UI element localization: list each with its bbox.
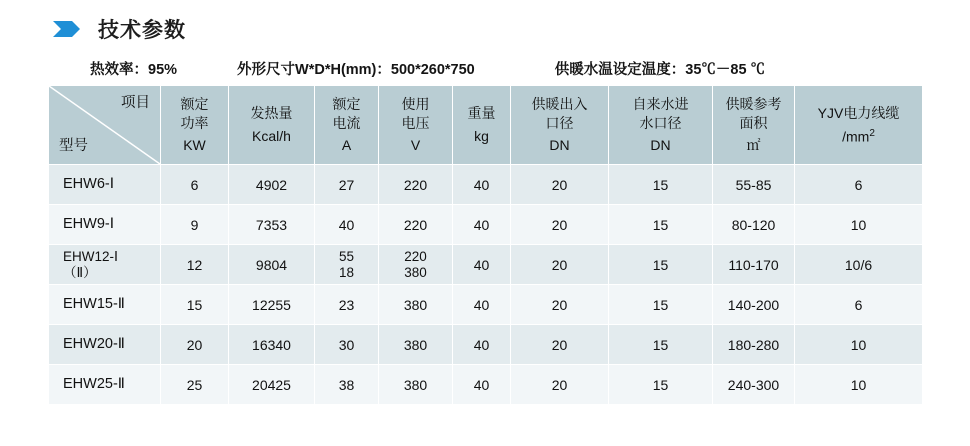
cell-voltage: 220 <box>379 205 453 245</box>
cell-model: EHW9-Ⅰ <box>49 205 161 245</box>
table-row <box>49 165 923 205</box>
header-cell-cable: YJV电力线缆 $/mm^2$ <box>795 86 923 165</box>
cell-heat: 9804 <box>229 245 315 285</box>
table-body <box>49 165 923 405</box>
header-cell-heating-dn: 供暖出入 口径 DN <box>511 86 609 165</box>
table-row <box>49 325 923 365</box>
cell-current: 27 <box>315 165 379 205</box>
cell-heating-dn: 20 <box>511 165 609 205</box>
cell-heat: 20425 <box>229 365 315 405</box>
header-cell-heat: 发热量 Kcal/h <box>229 86 315 165</box>
page-title <box>52 14 186 44</box>
cell-cable: 10 <box>795 205 923 245</box>
cell-voltage: 220 380 <box>379 245 453 285</box>
cell-current: 30 <box>315 325 379 365</box>
cell-weight: 40 <box>453 285 511 325</box>
cell-power: 15 <box>161 285 229 325</box>
cell-heat: 7353 <box>229 205 315 245</box>
arrow-bullet-icon <box>52 18 86 40</box>
cell-water-dn: 15 <box>609 365 713 405</box>
header-model-label: 型号 <box>59 138 88 155</box>
cell-model: EHW20-Ⅱ <box>49 325 161 365</box>
header-cell-power: 额定 功率 KW <box>161 86 229 165</box>
cell-model: EHW6-Ⅰ <box>49 165 161 205</box>
water-temp-label: 供暖水温设定温度：35℃－85 ℃ <box>554 61 766 78</box>
cell-area: 55-85 <box>713 165 795 205</box>
header-cell-area: 供暖参考 面积 ㎡ <box>713 86 795 165</box>
cell-heat: 16340 <box>229 325 315 365</box>
table-row <box>49 245 923 285</box>
cell-cable: 6 <box>795 285 923 325</box>
cell-current: 55 18 <box>315 245 379 285</box>
cell-heating-dn: 20 <box>511 245 609 285</box>
cell-heating-dn: 20 <box>511 325 609 365</box>
cell-heating-dn: 20 <box>511 205 609 245</box>
cell-power: 25 <box>161 365 229 405</box>
table-row <box>49 205 923 245</box>
cell-heat: 4902 <box>229 165 315 205</box>
cell-cable: 6 <box>795 165 923 205</box>
dimensions-label: 外形尺寸W*D*H(mm)：500*260*750 <box>237 61 475 78</box>
cell-heat: 12255 <box>229 285 315 325</box>
cell-voltage: 380 <box>379 325 453 365</box>
cell-area: 240-300 <box>713 365 795 405</box>
subtitle-row <box>0 55 970 81</box>
cell-model: EHW12-Ⅰ （Ⅱ） <box>49 245 161 285</box>
cell-model: EHW15-Ⅱ <box>49 285 161 325</box>
cell-water-dn: 15 <box>609 205 713 245</box>
cell-voltage: 220 <box>379 165 453 205</box>
cell-heating-dn: 20 <box>511 285 609 325</box>
cell-area: 180-280 <box>713 325 795 365</box>
table-header <box>49 86 923 165</box>
cell-area: 110-170 <box>713 245 795 285</box>
cell-voltage: 380 <box>379 285 453 325</box>
header-row <box>49 86 923 165</box>
table-row <box>49 285 923 325</box>
cell-model: EHW25-Ⅱ <box>49 365 161 405</box>
cell-water-dn: 15 <box>609 285 713 325</box>
cell-current: 40 <box>315 205 379 245</box>
cell-area: 80-120 <box>713 205 795 245</box>
cell-water-dn: 15 <box>609 165 713 205</box>
cell-weight: 40 <box>453 245 511 285</box>
cell-area: 140-200 <box>713 285 795 325</box>
spec-table <box>48 85 923 405</box>
header-cell-water-dn: 自来水进 水口径 DN <box>609 86 713 165</box>
efficiency-label: 热效率：95% <box>90 61 178 78</box>
cell-weight: 40 <box>453 165 511 205</box>
cell-power: 12 <box>161 245 229 285</box>
cell-heating-dn: 20 <box>511 365 609 405</box>
table-row <box>49 365 923 405</box>
cell-power: 6 <box>161 165 229 205</box>
cell-weight: 40 <box>453 325 511 365</box>
cell-water-dn: 15 <box>609 325 713 365</box>
header-project-label: 项目 <box>121 95 150 111</box>
header-corner-cell <box>49 86 161 165</box>
cell-cable: 10 <box>795 365 923 405</box>
spec-table-wrapper <box>48 85 922 405</box>
cell-cable: 10 <box>795 325 923 365</box>
cell-power: 20 <box>161 325 229 365</box>
cell-power: 9 <box>161 205 229 245</box>
header-cell-current: 额定 电流 A <box>315 86 379 165</box>
header-cell-voltage: 使用 电压 V <box>379 86 453 165</box>
page-title-text: 技术参数 <box>98 19 186 42</box>
cell-weight: 40 <box>453 365 511 405</box>
cell-weight: 40 <box>453 205 511 245</box>
cell-cable: 10/6 <box>795 245 923 285</box>
header-cell-weight: 重量 kg <box>453 86 511 165</box>
cell-water-dn: 15 <box>609 245 713 285</box>
cell-voltage: 380 <box>379 365 453 405</box>
cell-current: 38 <box>315 365 379 405</box>
cell-current: 23 <box>315 285 379 325</box>
